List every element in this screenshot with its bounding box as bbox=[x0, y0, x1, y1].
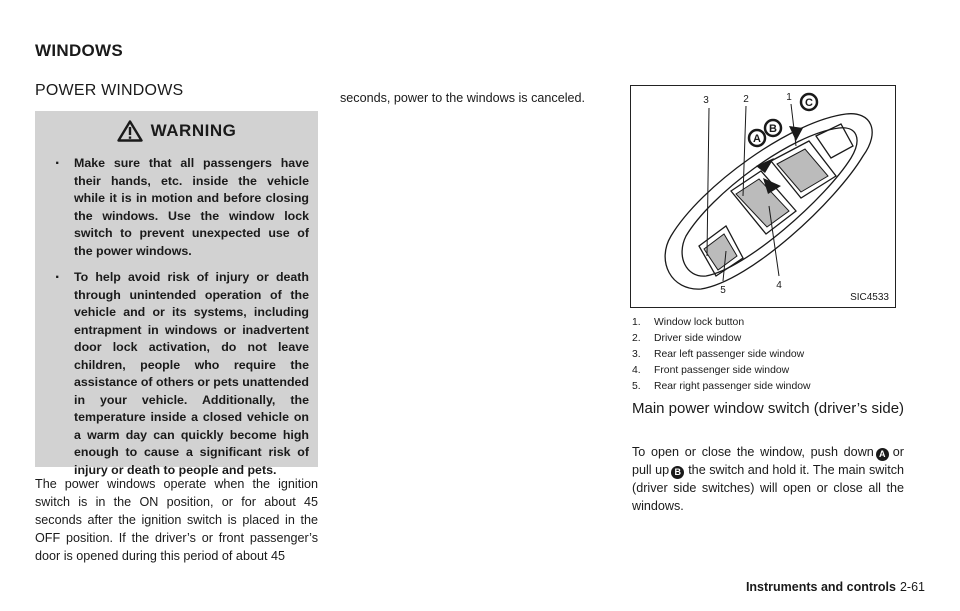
callout-5: 5 bbox=[720, 285, 726, 296]
marker-b-inline: B bbox=[671, 466, 684, 479]
marker-a-inline: A bbox=[876, 448, 889, 461]
warning-item: . To help avoid risk of injury or death through unintended operation of the vehicle and or its systems, including entrapment in windows or inadvertent door lock activation, do not leave children, people who require the assistance of others or pets unattended in your vehicle. Additionally, the temperature inside a closed vehicle on a warm day can quickly become high enough to cause a significant risk of injury or death to people and pets. bbox=[53, 269, 309, 479]
callout-1: 1 bbox=[786, 92, 792, 103]
warning-header bbox=[35, 120, 318, 142]
marker-a: A bbox=[753, 133, 761, 145]
legend-item: 3. Rear left passenger side window bbox=[632, 349, 805, 360]
figure-legend bbox=[632, 315, 912, 395]
legend-item: 2. Driver side window bbox=[632, 333, 742, 344]
warning-item: . Make sure that all passengers have their hands, etc. inside the vehicle while it is in motion and before closing the windows. Use the window lock switch to prevent unexpected use of the power windows. bbox=[53, 155, 309, 260]
legend-item: 5. Rear right passenger side window bbox=[632, 381, 811, 392]
switch-paragraph: To open or close the window, push down A or pull up B the switch and hold it. The main switch (driver side switches) will open or close all the windows. bbox=[632, 445, 904, 513]
warning-list bbox=[53, 155, 309, 488]
figure-code: SIC4533 bbox=[850, 292, 889, 303]
warning-triangle-icon bbox=[117, 120, 143, 142]
callout-2: 2 bbox=[743, 94, 749, 105]
warning-box bbox=[35, 111, 318, 477]
legend-item: 1. Window lock button bbox=[632, 317, 745, 328]
marker-c: C bbox=[805, 97, 813, 109]
footer-section: Instruments and controls bbox=[745, 580, 896, 594]
intro-paragraph-part2: seconds, power to the windows is canceled. bbox=[340, 91, 586, 105]
window-switch-illustration bbox=[631, 86, 895, 307]
section-title: WINDOWS bbox=[35, 41, 124, 60]
window-switch-figure bbox=[630, 85, 896, 308]
switch-subsection-title: Main power window switch (driver’s side) bbox=[632, 400, 905, 417]
callout-3: 3 bbox=[703, 95, 709, 106]
subsection-title: POWER WINDOWS bbox=[35, 82, 184, 99]
intro-paragraph-part1: The power windows operate when the ignition switch is in the ON position, or for about 45 seconds after the ignition switch is placed in the OFF position. If the driver’s or front passenger’s door is opened during this period of about 45 bbox=[35, 477, 318, 563]
marker-b: B bbox=[769, 123, 777, 135]
legend-item: 4. Front passenger side window bbox=[632, 365, 790, 376]
page-number: 2-61 bbox=[899, 580, 925, 594]
warning-title: WARNING bbox=[150, 121, 237, 140]
callout-4: 4 bbox=[776, 280, 782, 291]
page-footer bbox=[700, 580, 925, 594]
